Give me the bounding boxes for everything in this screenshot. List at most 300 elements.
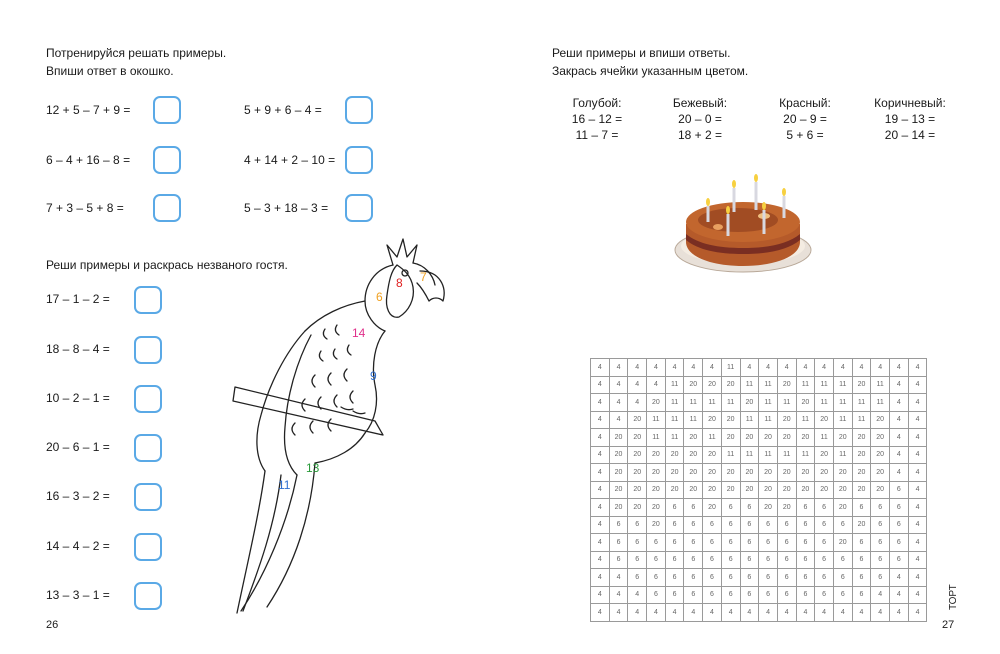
color-example: 19 – 13 = — [884, 112, 936, 126]
grid-cell[interactable]: 6 — [833, 516, 852, 534]
grid-cell[interactable]: 4 — [908, 534, 927, 552]
grid-cell[interactable]: 6 — [628, 569, 647, 587]
grid-cell[interactable]: 4 — [740, 359, 759, 377]
grid-cell[interactable]: 20 — [721, 411, 740, 429]
grid-cell[interactable]: 6 — [871, 551, 890, 569]
grid-cell[interactable]: 4 — [908, 376, 927, 394]
grid-cell[interactable]: 6 — [684, 569, 703, 587]
grid-cell[interactable]: 20 — [833, 481, 852, 499]
grid-cell[interactable]: 6 — [815, 569, 834, 587]
grid-cell[interactable]: 20 — [684, 429, 703, 447]
grid-cell[interactable]: 4 — [628, 376, 647, 394]
grid-cell[interactable]: 4 — [591, 464, 610, 482]
grid-cell[interactable]: 11 — [871, 376, 890, 394]
grid-cell[interactable]: 6 — [721, 516, 740, 534]
grid-cell[interactable]: 6 — [852, 551, 871, 569]
grid-cell[interactable]: 6 — [665, 516, 684, 534]
grid-cell[interactable]: 11 — [665, 429, 684, 447]
grid-cell[interactable]: 20 — [703, 446, 722, 464]
grid-cell[interactable]: 6 — [890, 534, 909, 552]
grid-cell[interactable]: 6 — [740, 516, 759, 534]
grid-cell[interactable]: 20 — [721, 464, 740, 482]
grid-cell[interactable]: 4 — [759, 604, 778, 622]
grid-cell[interactable]: 4 — [908, 464, 927, 482]
grid-cell[interactable]: 4 — [703, 359, 722, 377]
grid-cell[interactable]: 4 — [609, 376, 628, 394]
grid-cell[interactable]: 6 — [796, 499, 815, 517]
answer-box[interactable] — [134, 582, 162, 610]
grid-cell[interactable]: 11 — [665, 394, 684, 412]
grid-cell[interactable]: 11 — [703, 429, 722, 447]
grid-cell[interactable]: 20 — [759, 481, 778, 499]
grid-cell[interactable]: 4 — [908, 499, 927, 517]
grid-cell[interactable]: 6 — [777, 534, 796, 552]
grid-cell[interactable]: 4 — [684, 359, 703, 377]
grid-cell[interactable]: 20 — [852, 429, 871, 447]
grid-cell[interactable]: 11 — [852, 411, 871, 429]
grid-cell[interactable]: 4 — [833, 359, 852, 377]
grid-cell[interactable]: 4 — [908, 481, 927, 499]
coloring-grid[interactable] — [590, 358, 927, 622]
grid-cell[interactable]: 4 — [852, 359, 871, 377]
grid-cell[interactable]: 20 — [703, 376, 722, 394]
grid-cell[interactable]: 4 — [777, 604, 796, 622]
grid-cell[interactable]: 6 — [684, 551, 703, 569]
grid-cell[interactable]: 6 — [647, 586, 666, 604]
grid-cell[interactable]: 6 — [852, 586, 871, 604]
grid-cell[interactable]: 6 — [628, 534, 647, 552]
grid-cell[interactable]: 11 — [833, 376, 852, 394]
grid-cell[interactable]: 4 — [890, 359, 909, 377]
grid-row — [591, 359, 927, 377]
grid-cell[interactable]: 4 — [591, 481, 610, 499]
grid-cell[interactable]: 4 — [591, 376, 610, 394]
grid-cell[interactable]: 20 — [703, 499, 722, 517]
grid-cell[interactable]: 20 — [628, 481, 647, 499]
grid-cell[interactable]: 6 — [703, 516, 722, 534]
grid-cell[interactable]: 11 — [852, 394, 871, 412]
grid-cell[interactable]: 6 — [721, 534, 740, 552]
grid-cell[interactable]: 20 — [628, 499, 647, 517]
grid-cell[interactable]: 20 — [852, 376, 871, 394]
grid-cell[interactable]: 4 — [852, 604, 871, 622]
grid-cell[interactable]: 11 — [871, 394, 890, 412]
grid-cell[interactable]: 20 — [777, 464, 796, 482]
grid-cell[interactable]: 20 — [796, 429, 815, 447]
grid-cell[interactable]: 4 — [609, 569, 628, 587]
grid-cell[interactable]: 6 — [777, 586, 796, 604]
grid-cell[interactable]: 4 — [591, 499, 610, 517]
grid-cell[interactable]: 6 — [852, 499, 871, 517]
grid-cell[interactable]: 6 — [740, 551, 759, 569]
grid-cell[interactable]: 6 — [815, 586, 834, 604]
grid-cell[interactable]: 20 — [721, 481, 740, 499]
grid-cell[interactable]: 11 — [740, 411, 759, 429]
grid-cell[interactable]: 20 — [647, 394, 666, 412]
grid-cell[interactable]: 20 — [871, 481, 890, 499]
grid-cell[interactable]: 6 — [759, 534, 778, 552]
grid-cell[interactable]: 6 — [777, 516, 796, 534]
grid-cell[interactable]: 4 — [908, 446, 927, 464]
example-text: 14 – 4 – 2 = — [46, 539, 110, 553]
grid-cell[interactable]: 20 — [796, 464, 815, 482]
color-header: Бежевый: — [672, 96, 728, 110]
grid-cell[interactable]: 6 — [740, 534, 759, 552]
grid-cell[interactable]: 4 — [647, 359, 666, 377]
grid-cell[interactable]: 6 — [703, 551, 722, 569]
grid-cell[interactable]: 6 — [647, 534, 666, 552]
answer-box[interactable] — [134, 533, 162, 561]
answer-box[interactable] — [345, 194, 373, 222]
grid-cell[interactable]: 6 — [815, 534, 834, 552]
answer-box[interactable] — [134, 286, 162, 314]
grid-cell[interactable]: 20 — [871, 446, 890, 464]
grid-cell[interactable]: 20 — [703, 481, 722, 499]
grid-cell[interactable]: 20 — [703, 411, 722, 429]
grid-cell[interactable]: 6 — [796, 586, 815, 604]
grid-cell[interactable]: 4 — [890, 604, 909, 622]
grid-cell[interactable]: 20 — [871, 464, 890, 482]
answer-box[interactable] — [134, 336, 162, 364]
grid-cell[interactable]: 20 — [628, 411, 647, 429]
grid-cell[interactable]: 20 — [833, 464, 852, 482]
grid-cell[interactable]: 6 — [777, 569, 796, 587]
grid-cell[interactable]: 6 — [759, 516, 778, 534]
grid-row — [591, 569, 927, 587]
grid-cell[interactable]: 20 — [815, 411, 834, 429]
grid-cell[interactable]: 11 — [833, 446, 852, 464]
grid-cell[interactable]: 6 — [703, 534, 722, 552]
grid-cell[interactable]: 20 — [647, 464, 666, 482]
grid-cell[interactable]: 4 — [647, 376, 666, 394]
grid-cell[interactable]: 6 — [647, 551, 666, 569]
grid-cell[interactable]: 6 — [777, 551, 796, 569]
grid-cell[interactable]: 20 — [609, 446, 628, 464]
grid-cell[interactable]: 4 — [796, 604, 815, 622]
grid-cell[interactable]: 4 — [890, 569, 909, 587]
grid-cell[interactable]: 4 — [908, 569, 927, 587]
grid-cell[interactable]: 4 — [609, 411, 628, 429]
grid-cell[interactable]: 11 — [815, 394, 834, 412]
grid-cell[interactable]: 6 — [796, 569, 815, 587]
grid-cell[interactable]: 4 — [890, 411, 909, 429]
grid-cell[interactable]: 20 — [852, 481, 871, 499]
grid-cell[interactable]: 20 — [665, 446, 684, 464]
grid-cell[interactable]: 20 — [815, 446, 834, 464]
grid-cell[interactable]: 6 — [721, 551, 740, 569]
grid-cell[interactable]: 4 — [890, 586, 909, 604]
grid-cell[interactable]: 4 — [628, 394, 647, 412]
grid-cell[interactable]: 4 — [647, 604, 666, 622]
grid-cell[interactable]: 20 — [815, 481, 834, 499]
grid-cell[interactable]: 11 — [796, 376, 815, 394]
grid-cell[interactable]: 4 — [665, 359, 684, 377]
grid-cell[interactable]: 4 — [609, 394, 628, 412]
grid-cell[interactable]: 20 — [684, 464, 703, 482]
answer-box[interactable] — [345, 96, 373, 124]
grid-cell[interactable]: 20 — [628, 464, 647, 482]
grid-cell[interactable]: 4 — [703, 604, 722, 622]
grid-cell[interactable]: 11 — [759, 394, 778, 412]
grid-cell[interactable]: 6 — [759, 551, 778, 569]
answer-box[interactable] — [134, 385, 162, 413]
grid-cell[interactable]: 20 — [684, 376, 703, 394]
grid-cell[interactable]: 20 — [777, 429, 796, 447]
grid-cell[interactable]: 20 — [684, 446, 703, 464]
grid-cell[interactable]: 20 — [684, 481, 703, 499]
grid-cell[interactable]: 20 — [871, 411, 890, 429]
color-example: 20 – 9 = — [783, 112, 827, 126]
grid-cell[interactable]: 20 — [665, 481, 684, 499]
answer-box[interactable] — [134, 483, 162, 511]
grid-cell[interactable]: 6 — [890, 551, 909, 569]
grid-cell[interactable]: 20 — [647, 481, 666, 499]
grid-cell[interactable]: 20 — [665, 464, 684, 482]
grid-cell[interactable]: 6 — [890, 481, 909, 499]
grid-cell[interactable]: 20 — [759, 499, 778, 517]
color-example: 18 + 2 = — [677, 128, 723, 142]
grid-cell[interactable]: 4 — [890, 446, 909, 464]
grid-cell[interactable]: 11 — [796, 446, 815, 464]
grid-cell[interactable]: 20 — [628, 429, 647, 447]
grid-cell[interactable]: 6 — [852, 569, 871, 587]
grid-cell[interactable]: 6 — [628, 551, 647, 569]
grid-cell[interactable]: 11 — [815, 429, 834, 447]
grid-cell[interactable]: 4 — [890, 464, 909, 482]
grid-cell[interactable]: 6 — [684, 516, 703, 534]
grid-cell[interactable]: 6 — [852, 534, 871, 552]
grid-cell[interactable]: 6 — [609, 551, 628, 569]
grid-cell[interactable]: 4 — [721, 604, 740, 622]
grid-cell[interactable]: 11 — [777, 446, 796, 464]
grid-cell[interactable]: 4 — [908, 411, 927, 429]
grid-cell[interactable]: 4 — [871, 359, 890, 377]
grid-cell[interactable]: 20 — [740, 394, 759, 412]
grid-cell[interactable]: 6 — [833, 569, 852, 587]
grid-cell[interactable]: 20 — [796, 481, 815, 499]
grid-cell[interactable]: 6 — [665, 499, 684, 517]
grid-cell[interactable]: 20 — [815, 464, 834, 482]
grid-cell[interactable]: 20 — [721, 376, 740, 394]
grid-cell[interactable]: 6 — [721, 569, 740, 587]
grid-cell[interactable]: 4 — [908, 551, 927, 569]
answer-box[interactable] — [345, 146, 373, 174]
grid-cell[interactable]: 6 — [703, 586, 722, 604]
grid-row — [591, 551, 927, 569]
grid-cell[interactable]: 11 — [684, 411, 703, 429]
answer-box[interactable] — [134, 434, 162, 462]
grid-cell[interactable]: 11 — [740, 376, 759, 394]
grid-cell[interactable]: 20 — [833, 429, 852, 447]
grid-cell[interactable]: 6 — [628, 516, 647, 534]
grid-cell[interactable]: 4 — [591, 586, 610, 604]
grid-cell[interactable]: 6 — [833, 551, 852, 569]
grid-cell[interactable]: 4 — [908, 586, 927, 604]
grid-cell[interactable]: 6 — [740, 569, 759, 587]
grid-cell[interactable]: 20 — [647, 516, 666, 534]
grid-cell[interactable]: 20 — [609, 499, 628, 517]
grid-cell[interactable]: 11 — [703, 394, 722, 412]
grid-cell[interactable]: 11 — [796, 411, 815, 429]
grid-cell[interactable]: 11 — [665, 376, 684, 394]
grid-cell[interactable]: 20 — [740, 429, 759, 447]
answer-box[interactable] — [153, 96, 181, 124]
grid-cell[interactable]: 11 — [665, 411, 684, 429]
grid-cell[interactable]: 4 — [609, 604, 628, 622]
grid-cell[interactable]: 20 — [833, 499, 852, 517]
grid-cell[interactable]: 4 — [591, 604, 610, 622]
grid-cell[interactable]: 6 — [871, 569, 890, 587]
grid-cell[interactable]: 6 — [647, 569, 666, 587]
grid-cell[interactable]: 6 — [665, 551, 684, 569]
grid-cell[interactable]: 4 — [871, 586, 890, 604]
grid-cell[interactable]: 4 — [591, 551, 610, 569]
grid-cell[interactable]: 4 — [628, 604, 647, 622]
grid-cell[interactable]: 4 — [591, 429, 610, 447]
grid-cell[interactable]: 11 — [815, 376, 834, 394]
grid-cell[interactable]: 4 — [591, 516, 610, 534]
grid-cell[interactable]: 6 — [815, 551, 834, 569]
grid-cell[interactable]: 4 — [908, 516, 927, 534]
grid-cell[interactable]: 11 — [759, 376, 778, 394]
grid-cell[interactable]: 6 — [721, 586, 740, 604]
grid-cell[interactable]: 20 — [871, 429, 890, 447]
grid-cell[interactable]: 4 — [890, 429, 909, 447]
grid-cell[interactable]: 4 — [628, 586, 647, 604]
grid-cell[interactable]: 20 — [609, 429, 628, 447]
grid-cell[interactable]: 6 — [684, 586, 703, 604]
grid-cell[interactable]: 4 — [609, 586, 628, 604]
grid-cell[interactable]: 4 — [591, 569, 610, 587]
grid-cell[interactable]: 4 — [815, 604, 834, 622]
grid-cell[interactable]: 20 — [852, 464, 871, 482]
grid-cell[interactable]: 6 — [890, 516, 909, 534]
cake-illustration — [668, 172, 818, 287]
grid-cell[interactable]: 4 — [890, 394, 909, 412]
grid-cell[interactable]: 11 — [759, 411, 778, 429]
grid-cell[interactable]: 20 — [852, 516, 871, 534]
grid-cell[interactable]: 11 — [721, 359, 740, 377]
grid-cell[interactable]: 6 — [703, 569, 722, 587]
grid-cell[interactable]: 20 — [609, 464, 628, 482]
page-number-right: 27 — [942, 619, 955, 631]
grid-cell[interactable]: 11 — [647, 411, 666, 429]
grid-cell[interactable]: 11 — [647, 429, 666, 447]
grid-cell[interactable]: 11 — [833, 394, 852, 412]
grid-cell[interactable]: 4 — [591, 534, 610, 552]
grid-cell[interactable]: 4 — [684, 604, 703, 622]
grid-cell[interactable]: 20 — [647, 499, 666, 517]
grid-cell[interactable]: 20 — [796, 394, 815, 412]
grid-cell[interactable]: 4 — [591, 411, 610, 429]
grid-cell[interactable]: 6 — [890, 499, 909, 517]
grid-cell[interactable]: 20 — [759, 464, 778, 482]
grid-cell[interactable]: 20 — [628, 446, 647, 464]
grid-cell[interactable]: 11 — [777, 394, 796, 412]
answer-box[interactable] — [153, 194, 181, 222]
grid-cell[interactable]: 11 — [759, 446, 778, 464]
grid-cell[interactable]: 4 — [609, 359, 628, 377]
grid-cell[interactable]: 6 — [796, 516, 815, 534]
grid-cell[interactable]: 4 — [908, 604, 927, 622]
grid-cell[interactable]: 4 — [759, 359, 778, 377]
color-example: 5 + 6 = — [786, 128, 824, 142]
grid-cell[interactable]: 20 — [777, 499, 796, 517]
grid-cell[interactable]: 20 — [833, 534, 852, 552]
grid-cell[interactable]: 4 — [890, 376, 909, 394]
grid-cell[interactable]: 4 — [815, 359, 834, 377]
grid-cell[interactable]: 6 — [815, 516, 834, 534]
grid-cell[interactable]: 6 — [871, 516, 890, 534]
grid-cell[interactable]: 6 — [815, 499, 834, 517]
grid-cell[interactable]: 20 — [759, 429, 778, 447]
grid-cell[interactable]: 20 — [777, 481, 796, 499]
grid-cell[interactable]: 6 — [609, 534, 628, 552]
grid-cell[interactable]: 20 — [647, 446, 666, 464]
grid-cell[interactable]: 20 — [740, 481, 759, 499]
grid-cell[interactable]: 11 — [684, 394, 703, 412]
grid-cell[interactable]: 6 — [684, 534, 703, 552]
grid-cell[interactable]: 11 — [721, 394, 740, 412]
grid-cell[interactable]: 4 — [833, 604, 852, 622]
grid-cell[interactable]: 6 — [796, 551, 815, 569]
grid-cell[interactable]: 4 — [777, 359, 796, 377]
grid-cell[interactable]: 4 — [665, 604, 684, 622]
grid-cell[interactable]: 4 — [908, 429, 927, 447]
grid-cell[interactable]: 6 — [871, 499, 890, 517]
grid-cell[interactable]: 20 — [852, 446, 871, 464]
grid-cell[interactable]: 6 — [665, 534, 684, 552]
grid-cell[interactable]: 6 — [740, 586, 759, 604]
grid-cell[interactable]: 4 — [591, 394, 610, 412]
grid-cell[interactable]: 6 — [833, 586, 852, 604]
grid-cell[interactable]: 6 — [665, 569, 684, 587]
answer-box[interactable] — [153, 146, 181, 174]
grid-cell[interactable]: 20 — [740, 464, 759, 482]
grid-cell[interactable]: 6 — [740, 499, 759, 517]
grid-cell[interactable]: 11 — [721, 446, 740, 464]
page-number-left: 26 — [46, 619, 59, 631]
grid-cell[interactable]: 4 — [908, 359, 927, 377]
grid-cell[interactable]: 6 — [796, 534, 815, 552]
grid-row — [591, 516, 927, 534]
grid-cell[interactable]: 11 — [740, 446, 759, 464]
grid-cell[interactable]: 4 — [628, 359, 647, 377]
grid-row — [591, 429, 927, 447]
grid-cell[interactable]: 6 — [871, 534, 890, 552]
grid-cell[interactable]: 20 — [777, 376, 796, 394]
grid-cell[interactable]: 6 — [665, 586, 684, 604]
grid-cell[interactable]: 4 — [871, 604, 890, 622]
grid-cell[interactable]: 11 — [833, 411, 852, 429]
example-text: 4 + 14 + 2 – 10 = — [244, 153, 336, 167]
grid-row — [591, 604, 927, 622]
grid-cell[interactable]: 20 — [703, 464, 722, 482]
grid-cell[interactable]: 6 — [759, 586, 778, 604]
grid-cell[interactable]: 4 — [591, 446, 610, 464]
grid-cell[interactable]: 4 — [591, 359, 610, 377]
grid-cell[interactable]: 20 — [721, 429, 740, 447]
grid-cell[interactable]: 6 — [684, 499, 703, 517]
grid-cell[interactable]: 6 — [609, 516, 628, 534]
grid-cell[interactable]: 6 — [721, 499, 740, 517]
grid-cell[interactable]: 4 — [796, 359, 815, 377]
grid-cell[interactable]: 4 — [908, 394, 927, 412]
grid-cell[interactable]: 6 — [759, 569, 778, 587]
grid-cell[interactable]: 20 — [609, 481, 628, 499]
grid-cell[interactable]: 20 — [777, 411, 796, 429]
grid-cell[interactable]: 4 — [740, 604, 759, 622]
